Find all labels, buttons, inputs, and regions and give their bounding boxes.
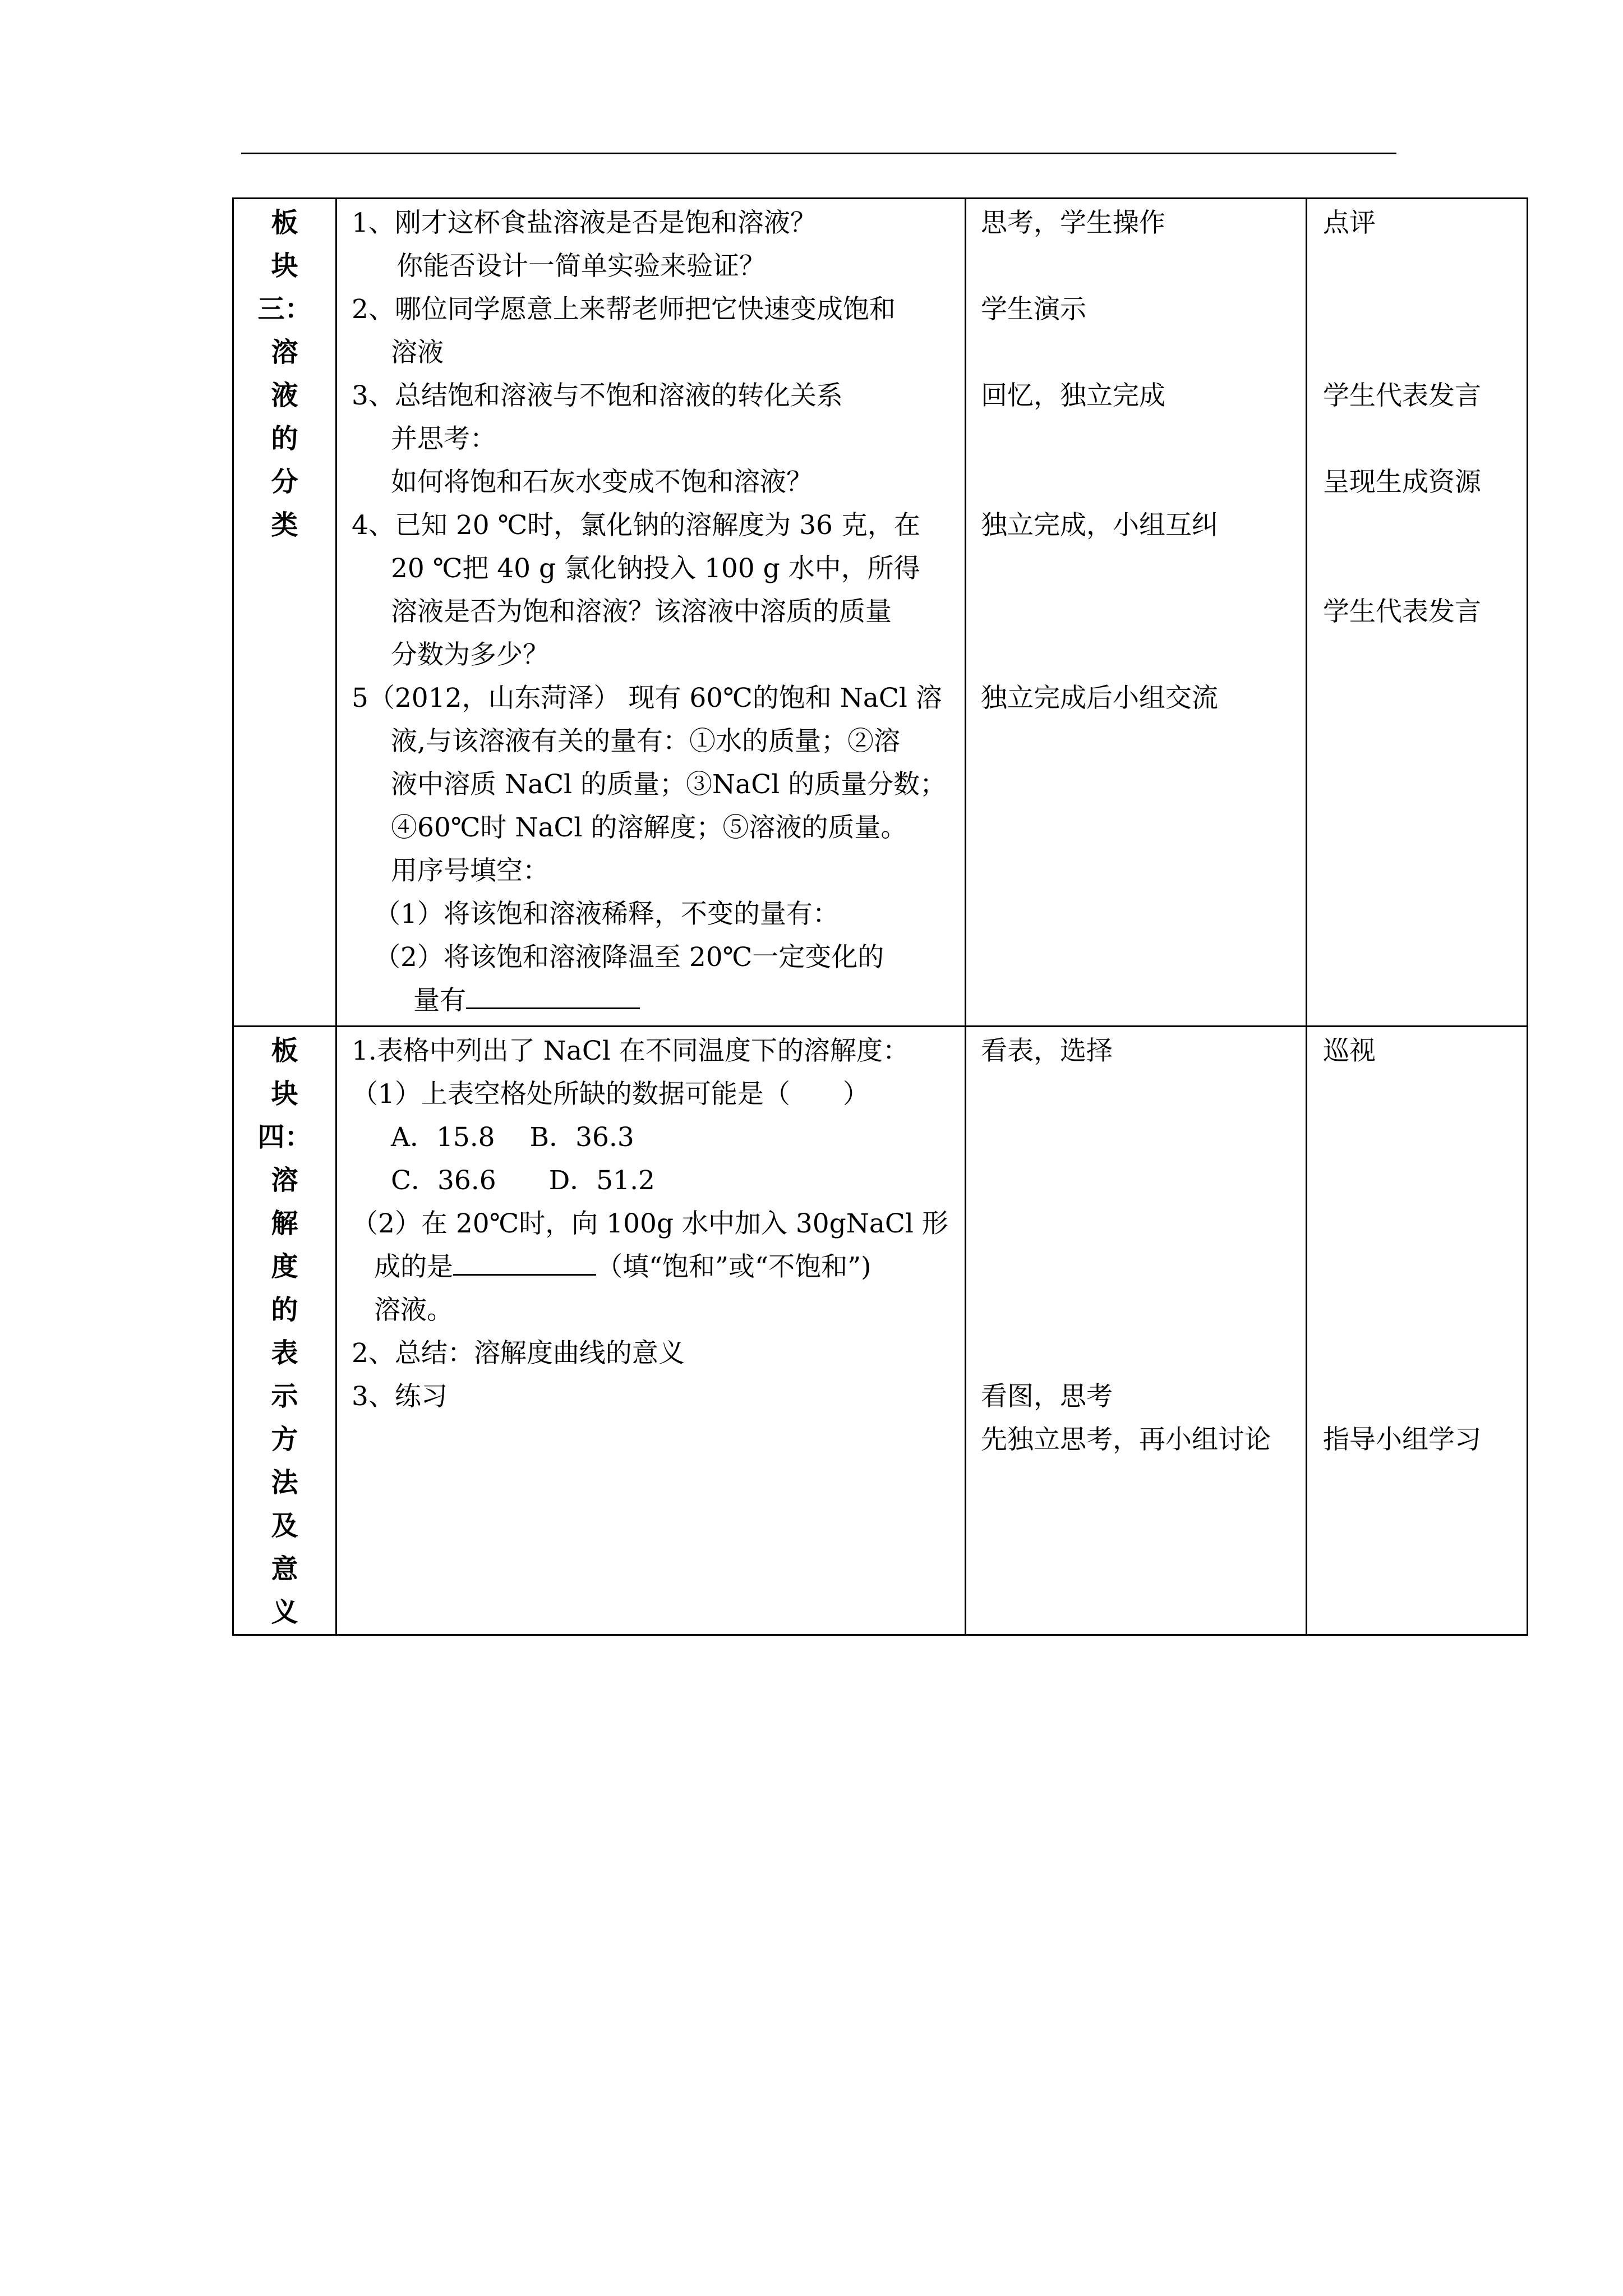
teacher-line: 学生代表发言	[1323, 596, 1481, 627]
content-line: 溶液是否为饱和溶液？该溶液中溶质的质量	[391, 596, 892, 627]
section-3-teacher	[1307, 199, 1528, 1027]
title-char: 意	[271, 1553, 298, 1585]
section-4-title	[233, 1027, 336, 1635]
lesson-plan-table	[232, 197, 1528, 1636]
section-3-row	[233, 199, 1528, 1027]
title-char: 块	[271, 1078, 298, 1110]
title-char: 三：	[257, 293, 312, 325]
fill-in-hint: （填“饱和”或“不饱和”)	[596, 1251, 872, 1282]
teacher-line: 呈现生成资源	[1323, 467, 1481, 498]
fill-in-label: 量有	[413, 985, 466, 1016]
title-char: 示	[271, 1381, 298, 1412]
content-line: （1）上表空格处所缺的数据可能是（ ）	[352, 1079, 869, 1110]
section-4-teacher	[1307, 1027, 1528, 1635]
header-rule	[241, 153, 1396, 154]
title-char: 及	[271, 1510, 298, 1542]
activity-line: 回忆，独立完成	[981, 380, 1165, 411]
answer-blank	[453, 1273, 596, 1276]
content-line: 2、哪位同学愿意上来帮老师把它快速变成饱和	[352, 294, 896, 325]
content-line: 你能否设计一简单实验来验证？	[396, 251, 766, 282]
section-3-content	[336, 199, 966, 1027]
section-4-content	[336, 1027, 966, 1635]
title-char: 表	[271, 1337, 298, 1369]
title-char: 溶	[271, 337, 298, 368]
content-line: 如何将饱和石灰水变成不饱和溶液？	[391, 467, 813, 498]
title-char: 方	[271, 1424, 298, 1455]
title-char: 溶	[271, 1165, 298, 1196]
content-line: 1、刚才这杯食盐溶液是否是饱和溶液？	[352, 208, 817, 238]
content-line: 并思考：	[391, 424, 496, 454]
activity-line: 思考，学生操作	[981, 208, 1165, 238]
content-line: 溶液。	[374, 1295, 453, 1326]
content-line: 5（2012，山东菏泽） 现有 60℃的饱和 NaCl 溶	[352, 683, 942, 714]
content-line: 液,与该溶液有关的量有：①水的质量；②溶	[391, 726, 900, 757]
content-line: 3、练习	[352, 1381, 448, 1412]
content-line: 3、总结饱和溶液与不饱和溶液的转化关系	[352, 380, 843, 411]
title-char: 液	[271, 380, 298, 411]
title-char: 的	[271, 423, 298, 454]
content-line: 分数为多少？	[391, 639, 549, 670]
activity-line: 独立完成，小组互纠	[981, 510, 1218, 541]
content-line: ④60℃时 NaCl 的溶解度；⑤溶液的质量。	[391, 812, 907, 843]
title-char: 板	[271, 207, 298, 238]
content-line: C．36.6 D．51.2	[391, 1165, 655, 1196]
answer-blank	[466, 1007, 640, 1009]
teacher-line: 学生代表发言	[1323, 380, 1481, 411]
title-char: 法	[271, 1467, 298, 1498]
activity-line: 先独立思考，再小组讨论	[981, 1424, 1271, 1455]
section-4-row	[233, 1027, 1528, 1635]
title-char: 解	[271, 1208, 298, 1239]
activity-line: 独立完成后小组交流	[981, 683, 1218, 714]
title-char: 四：	[257, 1121, 312, 1153]
content-line: 1.表格中列出了 NaCl 在不同温度下的溶解度：	[352, 1036, 909, 1066]
content-line: 液中溶质 NaCl 的质量；③NaCl 的质量分数；	[391, 769, 947, 800]
content-line: （2）在 20℃时，向 100g 水中加入 30gNaCl 形	[352, 1208, 948, 1239]
title-char: 的	[271, 1294, 298, 1326]
title-char: 块	[271, 250, 298, 282]
teacher-line: 巡视	[1323, 1036, 1376, 1066]
title-char: 度	[271, 1251, 298, 1282]
title-char: 分	[271, 466, 298, 498]
title-char: 义	[271, 1596, 298, 1628]
activity-line: 学生演示	[981, 294, 1086, 325]
teacher-line: 点评	[1323, 208, 1376, 238]
content-line: 用序号填空：	[391, 855, 549, 886]
content-line: 20 ℃把 40 g 氯化钠投入 100 g 水中，所得	[391, 553, 920, 584]
activity-line: 看表，选择	[981, 1036, 1113, 1066]
title-char: 板	[271, 1035, 298, 1066]
content-line: （2）将该饱和溶液降温至 20℃一定变化的	[374, 942, 884, 973]
content-line: 2、总结：溶解度曲线的意义	[352, 1338, 685, 1369]
section-3-title	[233, 199, 336, 1027]
title-char: 类	[271, 509, 298, 541]
content-line: （1）将该饱和溶液稀释，不变的量有：	[374, 899, 839, 930]
content-line: A．15.8 B．36.3	[391, 1122, 634, 1153]
fill-in-line	[352, 1245, 959, 1289]
activity-line: 看图，思考	[981, 1381, 1113, 1412]
fill-in-label: 成的是	[374, 1251, 453, 1282]
section-4-activities	[966, 1027, 1307, 1635]
content-line: 溶液	[391, 337, 444, 368]
fill-in-line	[352, 979, 959, 1022]
teacher-line: 指导小组学习	[1323, 1424, 1481, 1455]
section-3-activities	[966, 199, 1307, 1027]
content-line: 4、已知 20 ℃时，氯化钠的溶解度为 36 克，在	[352, 510, 920, 541]
